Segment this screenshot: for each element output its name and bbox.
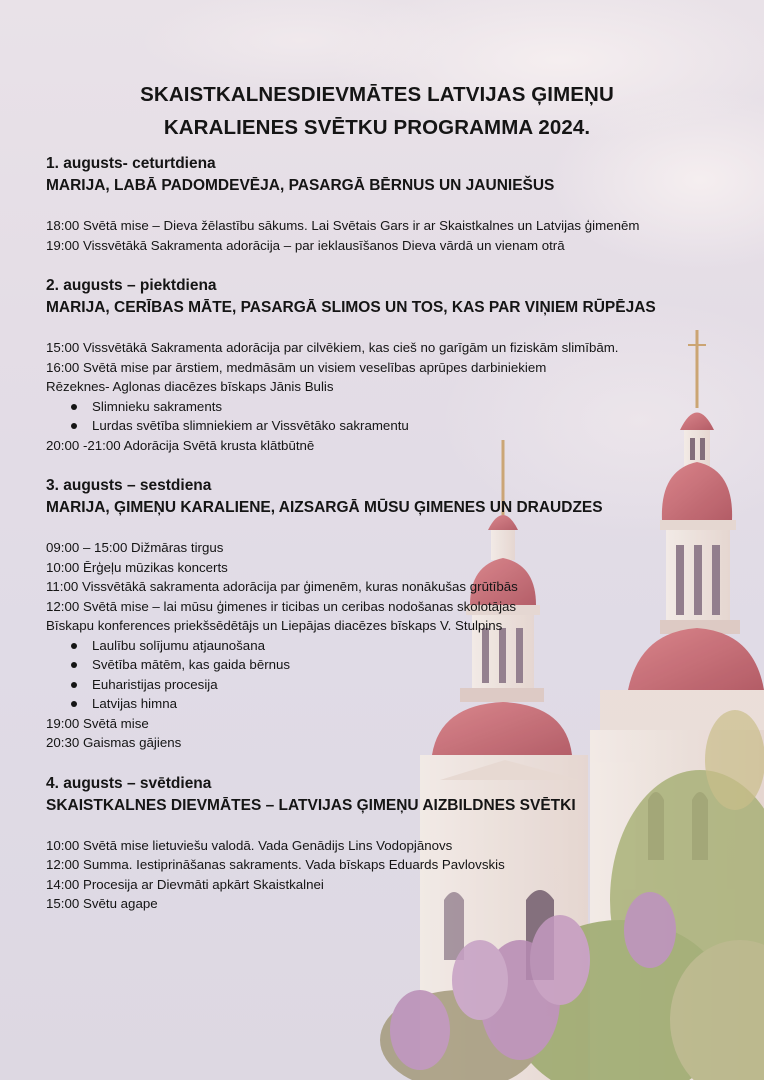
day-section — [46, 275, 746, 455]
bullet-dot-icon — [71, 701, 77, 707]
title-line-1: SKAISTKALNESDIEVMĀTES LATVIJAS ĢIMEŅU — [140, 83, 614, 106]
day-theme: MARIJA, CERĪBAS MĀTE, PASARGĀ SLIMOS UN TOS, KAS PAR VIŅIEM RŪPĒJAS — [46, 299, 656, 316]
day-theme: SKAISTKALNES DIEVMĀTES – LATVIJAS ĢIMEŅU AIZBILDNES SVĒTKI — [46, 796, 576, 814]
day-heading: 2. augusts – piektdiena — [46, 277, 217, 294]
schedule-line: 12:00 Svētā mise – lai mūsu ģimenes ir ticibas un ceribas nodošanas skolotājas — [46, 598, 517, 614]
program-document — [46, 78, 746, 934]
schedule-line: 12:00 Summa. Iestiprināšanas sakraments. Vada bīskaps Eduards Pavlovskis — [46, 857, 505, 872]
schedule-line: 16:00 Svētā mise par ārstiem, medmāsām un visiem veselības aprūpes darbiniekiem — [46, 359, 547, 375]
schedule-line: 20:30 Gaismas gājiens — [46, 735, 182, 750]
bullet-dot-icon — [71, 423, 77, 429]
bullet-text: Euharistijas procesija — [92, 676, 218, 692]
program-days — [46, 153, 746, 914]
bullet-dot-icon — [71, 662, 77, 668]
bullet-text: Lurdas svētība slimniekiem ar Vissvētāko sakramentu — [92, 418, 409, 433]
schedule-line: 14:00 Procesija ar Dievmāti apkārt Skaistkalnei — [46, 876, 324, 892]
bullet-dot-icon — [71, 404, 77, 410]
schedule-line: 09:00 – 15:00 Dižmāras tirgus — [46, 540, 224, 555]
day-heading: 4. augusts – svētdiena — [46, 774, 212, 792]
day-section — [46, 475, 746, 753]
schedule-line: 11:00 Vissvētākā sakramenta adorācija par ģimenēm, kuras nonākušas grūtībās — [46, 579, 518, 594]
schedule-line: Bīskapu konferences priekšsēdētājs un Liepājas diacēzes bīskaps V. Stulpins — [46, 618, 503, 633]
page-title — [46, 78, 746, 144]
bullet-text: Svētība mātēm, kas gaida bērnus — [92, 657, 291, 672]
bullet-list — [46, 397, 746, 436]
bullet-item — [92, 397, 746, 417]
schedule-line: 20:00 -21:00 Adorācija Svētā krusta klātbūtnē — [46, 437, 315, 453]
bullet-text: Latvijas himna — [92, 696, 177, 711]
title-line-2: KARALIENES SVĒTKU PROGRAMMA 2024. — [163, 116, 591, 139]
bullet-item — [92, 694, 746, 714]
day-theme: MARIJA, LABĀ PADOMDEVĒJA, PASARGĀ BĒRNUS UN JAUNIEŠUS — [46, 177, 555, 194]
schedule-line: 19:00 Svētā mise — [46, 715, 149, 731]
bullet-item — [92, 655, 746, 675]
bullet-item — [92, 416, 746, 436]
schedule-line: 18:00 Svētā mise – Dieva žēlastību sākums. Lai Svētais Gars ir ar Skaistkalnes un Latvijas ģimenēm — [46, 218, 640, 233]
day-theme: MARIJA, ĢIMEŅU KARALIENE, AIZSARGĀ MŪSU ĢIMENES UN DRAUDZES — [46, 499, 603, 516]
bullet-text: Laulību solījumu atjaunošana — [92, 637, 265, 653]
schedule-line: 15:00 Svētu agape — [46, 896, 158, 911]
bullet-dot-icon — [71, 643, 77, 649]
bullet-list — [46, 636, 746, 714]
schedule-line: 10:00 Ērģeļu mūzikas koncerts — [46, 559, 228, 575]
bullet-item — [92, 636, 746, 656]
schedule-line: Rēzeknes- Aglonas diacēzes bīskaps Jānis Bulis — [46, 379, 334, 394]
day-heading: 1. augusts- ceturtdiena — [46, 155, 216, 172]
day-heading: 3. augusts – sestdiena — [46, 477, 212, 494]
bullet-text: Slimnieku sakraments — [92, 398, 223, 414]
bullet-dot-icon — [71, 682, 77, 688]
day-section — [46, 773, 746, 914]
schedule-line: 15:00 Vissvētākā Sakramenta adorācija par cilvēkiem, kas cieš no garīgām un fiziskām slimībām. — [46, 340, 619, 355]
day-section — [46, 153, 746, 255]
schedule-line: 10:00 Svētā mise lietuviešu valodā. Vada Genādijs Lins Vodopjānovs — [46, 837, 453, 853]
schedule-line: 19:00 Vissvētākā Sakramenta adorācija – par ieklausīšanos Dieva vārdā un vienam otrā — [46, 237, 565, 253]
bullet-item — [92, 675, 746, 695]
